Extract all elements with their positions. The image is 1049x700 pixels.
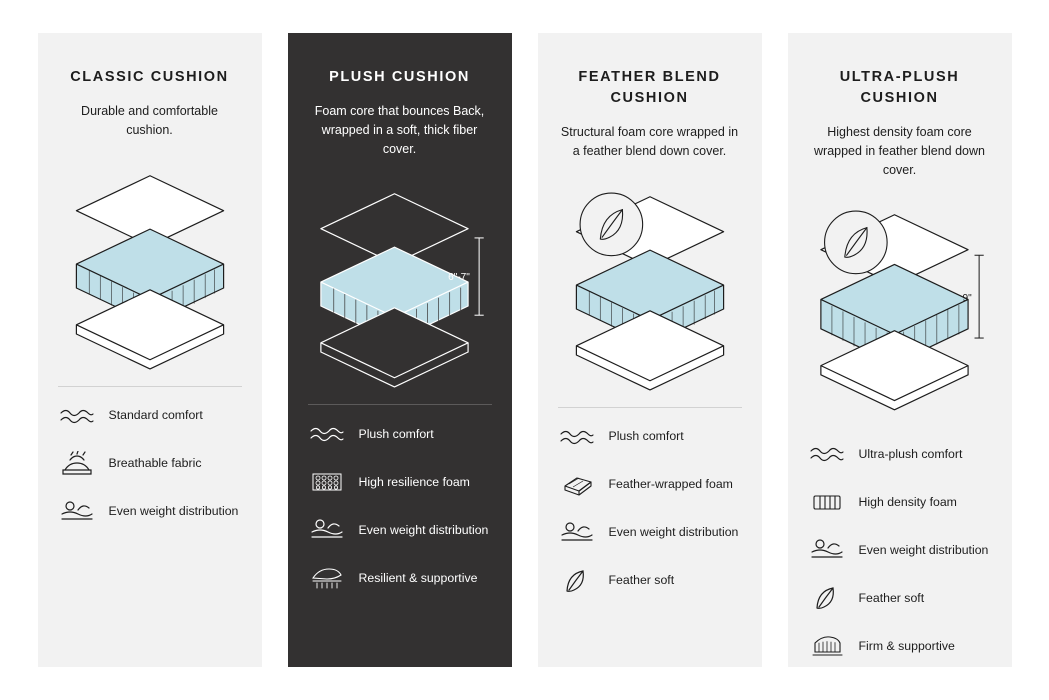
leaf-icon bbox=[808, 583, 846, 613]
divider bbox=[58, 386, 242, 387]
feature-label: Firm & supportive bbox=[858, 638, 955, 653]
divider bbox=[558, 407, 742, 408]
cushion-layers-illustration bbox=[58, 150, 242, 380]
feature-label: Plush comfort bbox=[358, 426, 434, 441]
wave-icon bbox=[558, 422, 596, 452]
panel-plush-cushion bbox=[288, 33, 512, 667]
list-item bbox=[308, 467, 492, 497]
list-item bbox=[808, 535, 992, 565]
panel-description: Highest density foam core wrapped in feather blend down cover. bbox=[814, 125, 985, 177]
feature-label: Feather soft bbox=[858, 590, 925, 605]
leaf-icon bbox=[558, 566, 596, 596]
wave-icon bbox=[808, 439, 846, 469]
feature-label: Ultra-plush comfort bbox=[858, 446, 963, 461]
panel-title: ULTRA-PLUSH CUSHION bbox=[839, 69, 960, 107]
even-weight-icon bbox=[808, 535, 846, 565]
feature-list bbox=[808, 439, 992, 661]
even-weight-icon bbox=[58, 497, 96, 527]
list-item bbox=[58, 401, 242, 431]
list-item bbox=[58, 497, 242, 527]
panel-ultra-plush-cushion bbox=[788, 33, 1012, 667]
feature-list bbox=[58, 401, 242, 527]
list-item bbox=[58, 449, 242, 479]
feature-label: Feather soft bbox=[608, 573, 675, 588]
panel-title: PLUSH CUSHION bbox=[329, 69, 470, 85]
breathable-fabric-icon bbox=[58, 449, 96, 479]
panel-classic-cushion bbox=[38, 33, 262, 667]
list-item bbox=[558, 518, 742, 548]
list-item bbox=[308, 419, 492, 449]
feature-label: Even weight distribution bbox=[358, 522, 489, 537]
leaf-badge bbox=[580, 193, 643, 256]
high-density-foam-icon bbox=[808, 487, 846, 517]
feature-label: Resilient & supportive bbox=[358, 570, 478, 585]
list-item bbox=[308, 515, 492, 545]
cushion-layers-illustration bbox=[808, 189, 992, 419]
list-item bbox=[558, 422, 742, 452]
list-item bbox=[808, 487, 992, 517]
dimension-label-text: 9" bbox=[962, 293, 972, 305]
panel-description: Durable and comfortable cushion. bbox=[81, 104, 218, 137]
feature-label: Breathable fabric bbox=[108, 456, 202, 471]
feature-label: Feather-wrapped foam bbox=[608, 477, 733, 492]
feature-label: Even weight distribution bbox=[608, 525, 739, 540]
feature-label: Even weight distribution bbox=[108, 504, 239, 519]
list-item bbox=[808, 583, 992, 613]
wave-icon bbox=[58, 401, 96, 431]
even-weight-icon bbox=[308, 515, 346, 545]
panel-feather-blend-cushion bbox=[538, 33, 762, 667]
panel-title: CLASSIC CUSHION bbox=[70, 69, 229, 85]
feature-label: Standard comfort bbox=[108, 408, 203, 423]
panel-title: FEATHER BLEND CUSHION bbox=[578, 69, 721, 107]
firm-support-icon bbox=[808, 631, 846, 661]
feature-list bbox=[308, 419, 492, 593]
feather-wrapped-foam-icon bbox=[558, 470, 596, 500]
feature-label: High density foam bbox=[858, 494, 957, 509]
dimension-label-text: 6"-7" bbox=[447, 272, 470, 284]
feature-list bbox=[558, 422, 742, 596]
cushion-layers-illustration bbox=[308, 168, 492, 398]
list-item bbox=[308, 563, 492, 593]
resilient-support-icon bbox=[308, 563, 346, 593]
leaf-badge bbox=[824, 211, 887, 274]
list-item bbox=[808, 631, 992, 661]
even-weight-icon bbox=[558, 518, 596, 548]
divider bbox=[308, 404, 492, 405]
feature-label: Even weight distribution bbox=[858, 542, 989, 557]
cushion-layers-illustration bbox=[558, 171, 742, 401]
list-item bbox=[808, 439, 992, 469]
panel-description: Foam core that bounces Back, wrapped in a soft, thick fiber cover. bbox=[314, 104, 485, 156]
list-item bbox=[558, 566, 742, 596]
feature-label: High resilience foam bbox=[358, 474, 470, 489]
feature-label: Plush comfort bbox=[608, 429, 684, 444]
honeycomb-foam-icon bbox=[308, 467, 346, 497]
list-item bbox=[558, 470, 742, 500]
wave-icon bbox=[308, 419, 346, 449]
panel-description: Structural foam core wrapped in a feather blend down cover. bbox=[560, 125, 739, 158]
